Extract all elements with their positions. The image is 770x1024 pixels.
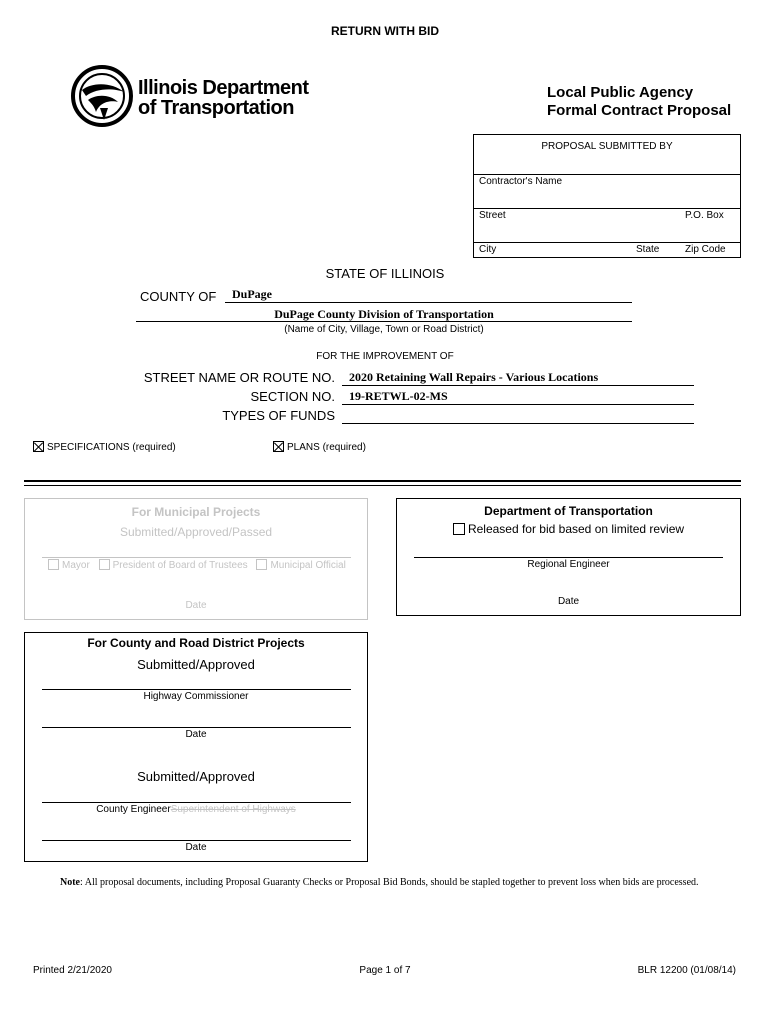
idot-logo	[70, 64, 134, 133]
plans-label: PLANS (required)	[287, 442, 366, 453]
released-checkbox[interactable]	[453, 523, 465, 535]
official-label: Municipal Official	[270, 560, 346, 571]
form-title-line-1: Local Public Agency	[547, 84, 694, 101]
section-no-label: SECTION NO.	[250, 389, 335, 404]
po-box-label: P.O. Box	[685, 210, 724, 221]
form-title	[547, 84, 731, 120]
dot-date-label: Date	[557, 596, 580, 607]
agency-name: DuPage County Division of Transportation	[274, 307, 494, 321]
dot-heading: Department of Transportation	[484, 504, 653, 518]
idot-logo-icon	[70, 64, 134, 128]
specifications-check[interactable]	[33, 441, 176, 453]
improvement-heading: FOR THE IMPROVEMENT OF	[316, 351, 454, 362]
plans-checkbox[interactable]	[273, 441, 284, 452]
proposal-submitted-box	[473, 134, 741, 258]
page-number: Page 1 of 7	[359, 965, 411, 976]
form-number: BLR 12200 (01/08/14)	[637, 965, 736, 976]
printed-date: Printed 2/21/2020	[33, 965, 112, 976]
logo-line-1: Illinois Department	[138, 77, 309, 99]
county-projects-sub2: Submitted/Approved	[137, 769, 255, 784]
street-route-value: 2020 Retaining Wall Repairs - Various Locations	[349, 370, 599, 384]
logo-line-2: of Transportation	[138, 97, 294, 119]
proposal-submitted-heading: PROPOSAL SUBMITTED BY	[541, 141, 673, 152]
official-checkbox[interactable]	[256, 559, 267, 570]
municipal-heading: For Municipal Projects	[131, 505, 261, 519]
county-value: DuPage	[232, 287, 272, 301]
specifications-checkbox[interactable]	[33, 441, 44, 452]
city-label: City	[479, 244, 497, 255]
president-label: President of Board of Trustees	[112, 560, 248, 571]
return-with-bid: RETURN WITH BID	[331, 24, 439, 38]
agency-caption: (Name of City, Village, Town or Road District)	[284, 324, 484, 335]
types-of-funds-label: TYPES OF FUNDS	[222, 408, 335, 423]
specifications-label: SPECIFICATIONS (required)	[47, 442, 176, 453]
divider-bottom	[24, 485, 741, 486]
contractor-name-label: Contractor's Name	[479, 176, 563, 187]
street-label: Street	[479, 210, 506, 221]
state-label: State	[636, 244, 660, 255]
superintendent-label: Superintendent of Highways	[170, 804, 296, 815]
state-of-illinois: STATE OF ILLINOIS	[325, 266, 445, 281]
county-date2-label: Date	[185, 842, 207, 853]
municipal-sub: Submitted/Approved/Passed	[119, 525, 273, 539]
note-label: Note	[60, 877, 80, 888]
zip-code-label: Zip Code	[685, 244, 726, 255]
county-projects-sub1: Submitted/Approved	[137, 657, 255, 672]
mayor-checkbox[interactable]	[48, 559, 59, 570]
logo-text	[138, 78, 309, 118]
county-label: COUNTY OF	[140, 289, 217, 304]
county-projects-heading: For County and Road District Projects	[87, 636, 305, 650]
highway-commissioner-label: Highway Commissioner	[143, 691, 249, 702]
county-engineer-label: County Engineer	[96, 804, 171, 815]
street-route-label: STREET NAME OR ROUTE NO.	[143, 370, 335, 385]
regional-engineer-label: Regional Engineer	[527, 559, 610, 570]
note-text: : All proposal documents, including Proposal Guaranty Checks or Proposal Bid Bonds, should be stapled together to prevent loss when bids are processed.	[80, 877, 699, 888]
released-label: Released for bid based on limited review	[467, 522, 685, 536]
dot-released[interactable]	[396, 522, 741, 536]
divider-top	[24, 480, 741, 482]
president-checkbox[interactable]	[99, 559, 110, 570]
mayor-label: Mayor	[62, 560, 90, 571]
plans-check[interactable]	[273, 441, 366, 453]
form-title-line-2: Formal Contract Proposal	[547, 102, 732, 119]
county-engineer-line	[24, 804, 368, 815]
section-no-value: 19-RETWL-02-MS	[349, 389, 448, 403]
note	[60, 876, 730, 890]
municipal-date-label: Date	[185, 600, 207, 611]
county-date1-label: Date	[185, 729, 207, 740]
municipal-officials	[48, 559, 346, 571]
